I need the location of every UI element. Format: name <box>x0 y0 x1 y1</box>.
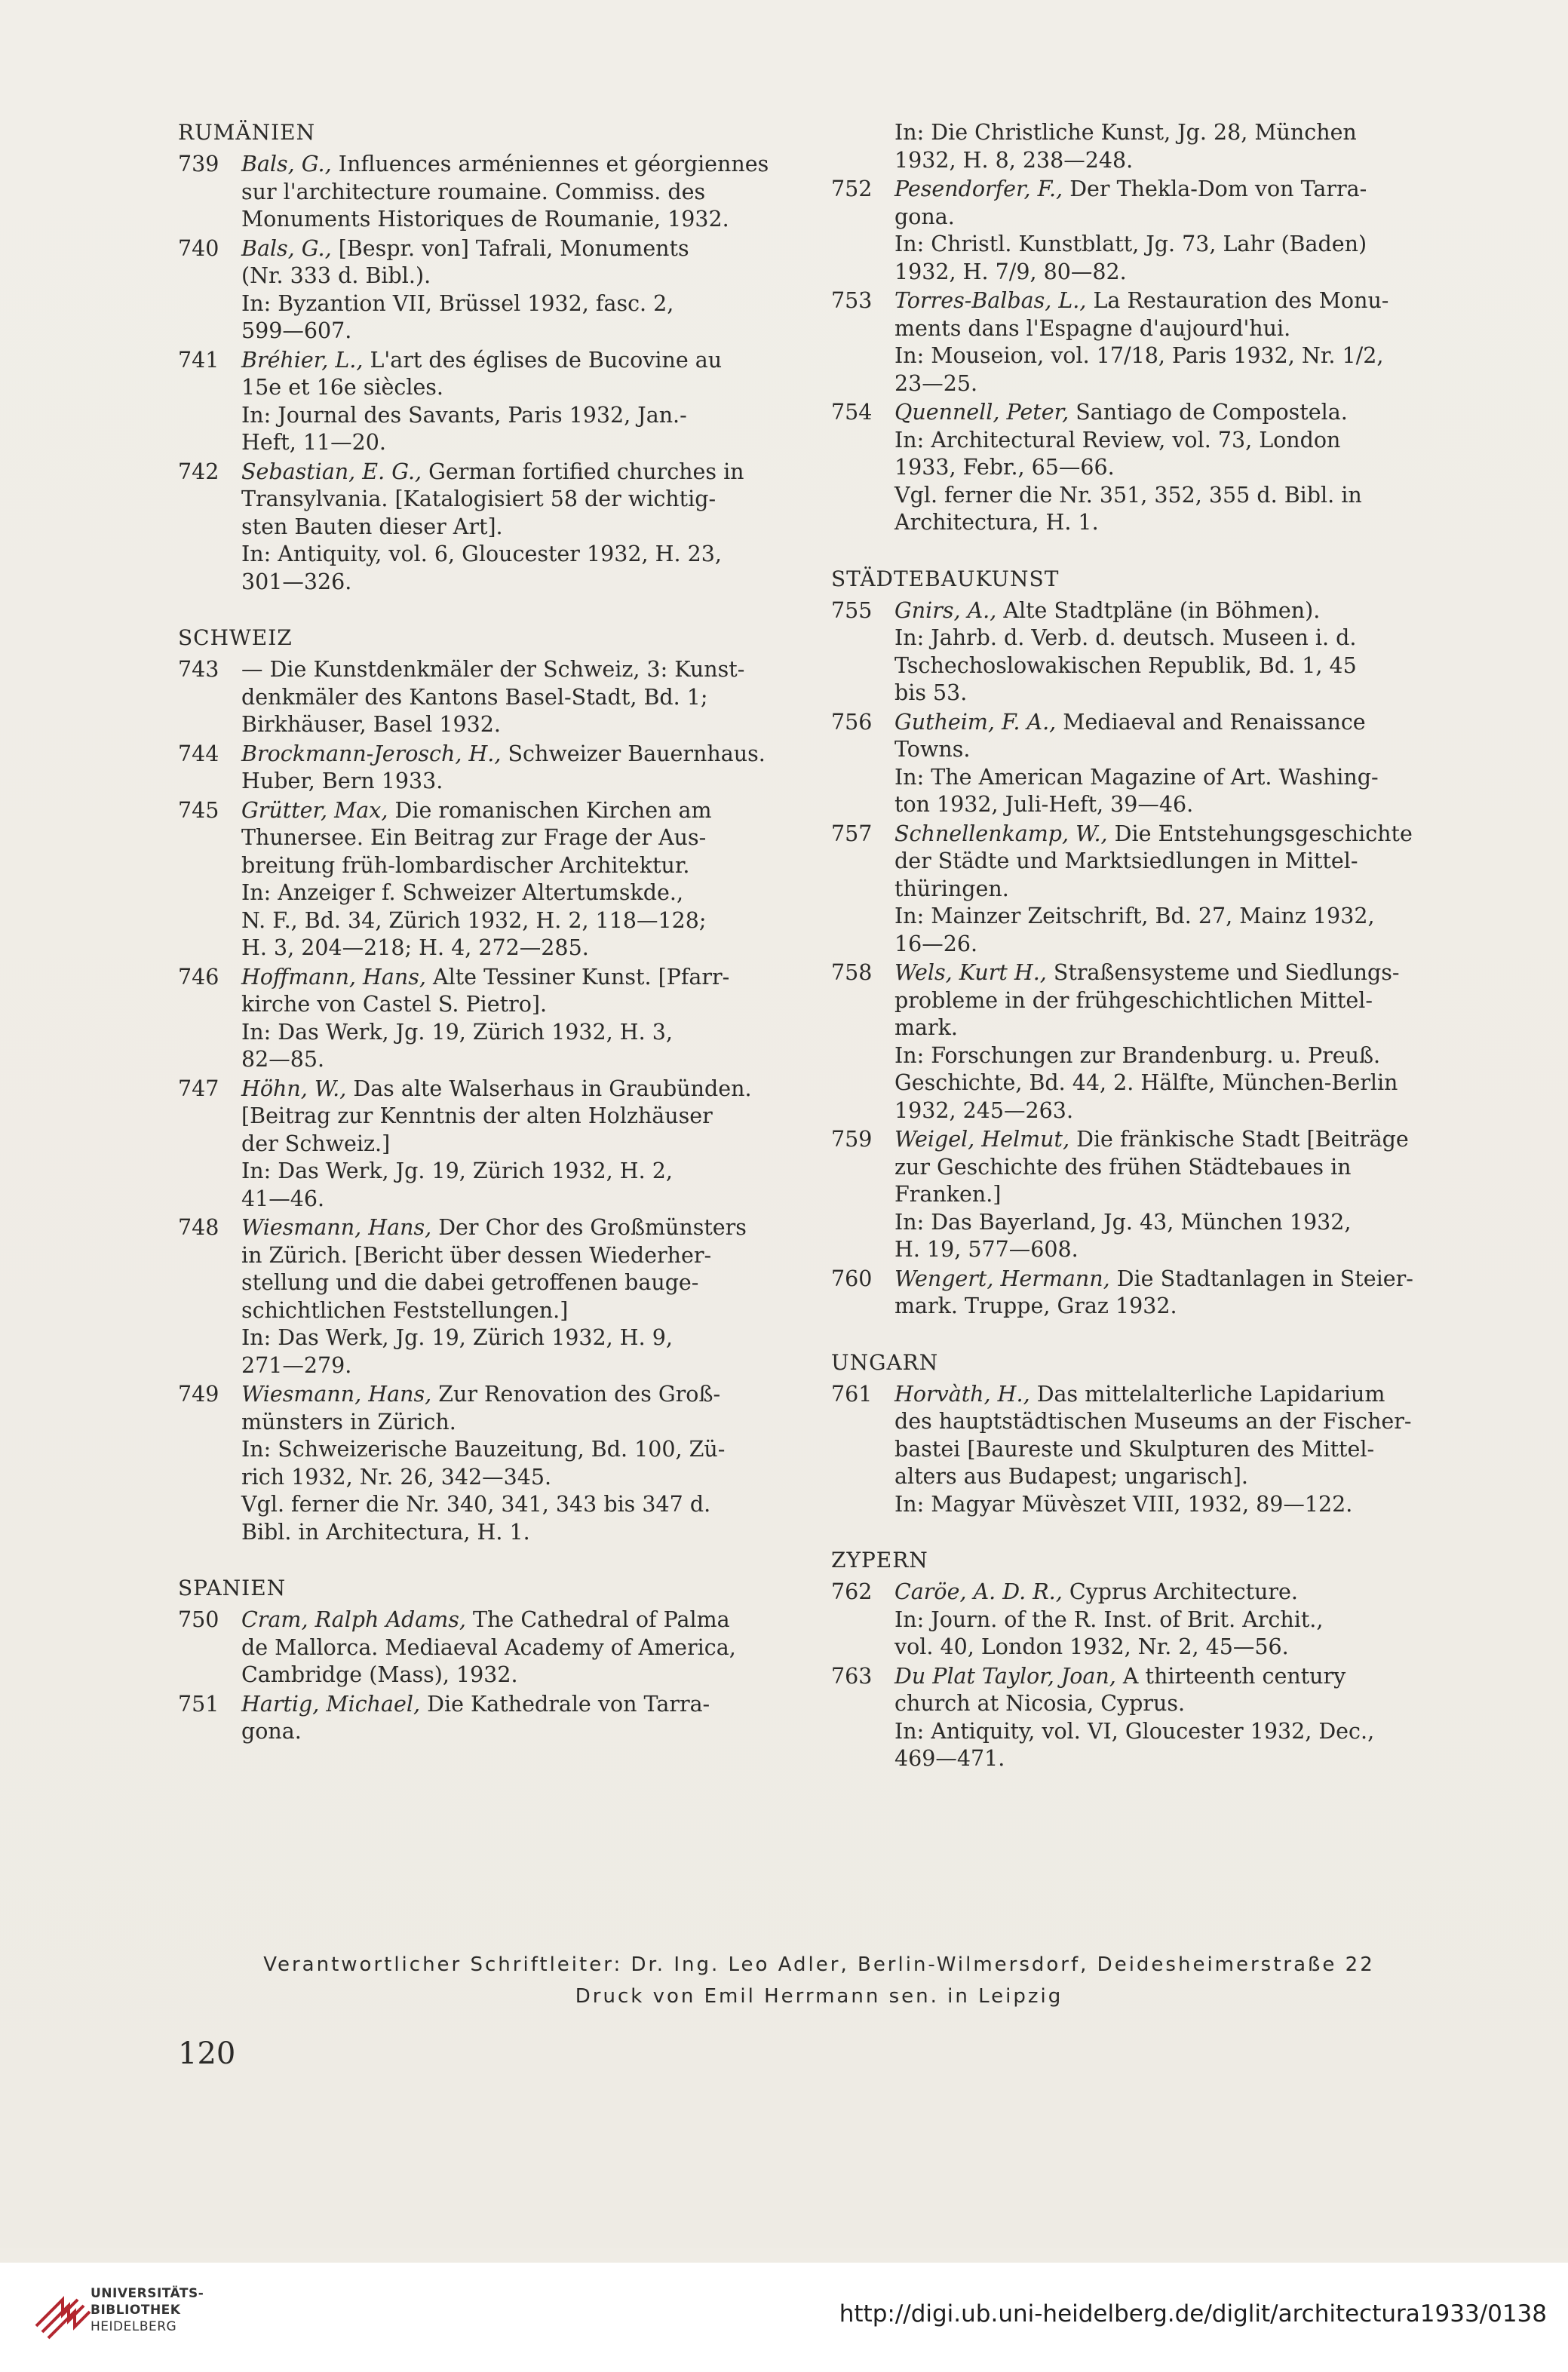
entry-first-line <box>241 964 796 992</box>
bibliography-entry <box>178 151 796 234</box>
entry-text-line: Das mittelalterliche Lapidarium <box>1036 1381 1385 1407</box>
entry-text-line: In: Das Bayerland, Jg. 43, München 1932, <box>894 1209 1352 1235</box>
entry-text-line: L'art des églises de Bucovine au <box>370 347 723 373</box>
entry-text-line: Franken.] <box>894 1182 1002 1207</box>
section-title: RUMÄNIEN <box>178 120 316 145</box>
entry-text-line: denkmäler des Kantons Basel-Stadt, Bd. 1; <box>241 684 708 710</box>
section <box>178 624 796 1546</box>
entry-number: 762 <box>831 1579 873 1604</box>
entry-text-line: 599—607. <box>241 318 352 343</box>
entry-text-line: der Städte und Marktsiedlungen in Mittel- <box>894 848 1358 873</box>
entry-first-line <box>241 1691 796 1719</box>
entry-text-line: Influences arméniennes et géorgiennes <box>338 152 769 176</box>
footer-editor-line: Verantwortlicher Schriftleiter: Dr. Ing. Leo Adler, Berlin-Wilmersdorf, Deidesheimerstraße 22 <box>263 1953 1375 1976</box>
entry-text-line: in Zürich. [Bericht über dessen Wiederher- <box>241 1242 712 1268</box>
entry-title-text: — Die Kunstdenkmäler der Schweiz, 3: Kunst- <box>241 657 745 682</box>
entry-text-line: 469—471. <box>894 1746 1005 1771</box>
entry-first-line <box>894 597 1450 625</box>
entry-text-line: ton 1932, Juli-Heft, 39—46. <box>894 792 1194 817</box>
entry-text-line: In: Mainzer Zeitschrift, Bd. 27, Mainz 1932, <box>894 904 1375 928</box>
entry-text-line: sten Bauten dieser Art]. <box>241 514 503 539</box>
entry-text-line: In: Das Werk, Jg. 19, Zürich 1932, H. 3, <box>241 1019 673 1045</box>
entry-text-line: In: Das Werk, Jg. 19, Zürich 1932, H. 2, <box>241 1158 673 1183</box>
bibliography-entry <box>178 459 796 597</box>
entry-number: 739 <box>178 152 219 176</box>
library-name <box>91 2285 226 2335</box>
entry-text-line: der Schweiz.] <box>241 1131 391 1156</box>
entry-author: Gnirs, A., <box>894 597 997 623</box>
entry-text-line: breitung früh-lombardischer Architektur. <box>241 852 690 878</box>
source-url-link[interactable]: http://digi.ub.uni-heidelberg.de/diglit/architectura1933/0138 <box>839 2300 1547 2328</box>
entry-text-line: Der Chor des Großmünsters <box>438 1215 747 1240</box>
entry-text-line: alters aus Budapest; ungarisch]. <box>894 1464 1248 1489</box>
bibliography-entry <box>831 399 1450 537</box>
entry-number: 740 <box>178 235 219 261</box>
entry-first-line <box>894 1126 1450 1154</box>
entry-text-line: 16—26. <box>894 931 978 956</box>
section <box>831 1349 1450 1519</box>
entry-text-line: 1932, H. 7/9, 80—82. <box>894 259 1127 284</box>
entry-text-line: Birkhäuser, Basel 1932. <box>241 712 501 737</box>
entry-number: 748 <box>178 1215 219 1240</box>
section-title: ZYPERN <box>831 1548 928 1573</box>
bibliography-entry <box>178 1214 796 1379</box>
entry-first-line <box>241 1076 796 1103</box>
entry-author: Brockmann-Jerosch, H., <box>241 741 502 766</box>
entry-text-line: The Cathedral of Palma <box>473 1607 730 1632</box>
entry-text-line: Huber, Bern 1933. <box>241 769 443 793</box>
entry-text-line: Transylvania. [Katalogisiert 58 der wichtig- <box>241 486 716 511</box>
entry-text-line: gona. <box>894 204 955 229</box>
bibliography-entry <box>178 797 796 962</box>
entry-number: 745 <box>178 797 219 823</box>
entry-text-line: H. 19, 577—608. <box>894 1237 1079 1262</box>
entry-first-line <box>241 151 796 179</box>
entry-text-line: German fortified churches in <box>428 459 744 484</box>
bibliography-entry <box>178 741 796 796</box>
entry-author: Du Plat Taylor, Joan, <box>894 1663 1116 1689</box>
section-title: SPANIEN <box>178 1576 287 1600</box>
entry-text-line: In: Forschungen zur Brandenburg. u. Preuß. <box>894 1042 1381 1068</box>
entry-text-line: In: Journ. of the R. Inst. of Brit. Archit., <box>894 1606 1324 1632</box>
entry-number: 744 <box>178 741 219 766</box>
entry-text-line: La Restauration des Monu- <box>1093 288 1389 313</box>
bibliography-entry <box>178 964 796 1074</box>
entry-number: 755 <box>831 597 873 623</box>
entry-first-line <box>894 1381 1450 1409</box>
section <box>831 566 1450 1321</box>
entry-number: 756 <box>831 709 873 735</box>
section <box>831 119 1450 537</box>
page-number: 120 <box>178 2036 236 2071</box>
entry-first-line <box>894 287 1450 315</box>
entry-text-line: gona. <box>241 1719 302 1744</box>
bibliography-entry <box>178 1381 796 1546</box>
library-name-line2: BIBLIOTHEK <box>91 2303 181 2318</box>
entry-first-line <box>894 959 1450 987</box>
entry-number: 746 <box>178 964 219 990</box>
entry-number: 761 <box>831 1381 873 1407</box>
entry-text-line: In: Antiquity, vol. VI, Gloucester 1932, Dec., <box>894 1718 1375 1744</box>
entry-number: 758 <box>831 960 873 985</box>
entry-text-line: Santiago de Compostela. <box>1076 400 1348 425</box>
entry-number: 750 <box>178 1607 219 1632</box>
entry-author: Wiesmann, Hans, <box>241 1215 432 1240</box>
entry-text-line: mark. Truppe, Graz 1932. <box>894 1293 1177 1318</box>
entry-text-line: In: Architectural Review, vol. 73, London <box>894 427 1341 453</box>
entry-text-line: [Beitrag zur Kenntnis der alten Holzhäuser <box>241 1103 713 1128</box>
entry-text-line: Die Entstehungsgeschichte <box>1114 821 1413 846</box>
entry-author: Hoffmann, Hans, <box>241 964 426 990</box>
entry-number: 759 <box>831 1127 873 1152</box>
entry-text-line: Der Thekla-Dom von Tarra- <box>1069 176 1367 201</box>
entry-author: Weigel, Helmut, <box>894 1127 1070 1152</box>
entry-first-line <box>894 1663 1450 1691</box>
bibliography-entry <box>178 1691 796 1746</box>
entry-text-line: Monuments Historiques de Roumanie, 1932. <box>241 207 729 232</box>
bibliography-entry <box>831 709 1450 819</box>
entry-text-line: ments dans l'Espagne d'aujourd'hui. <box>894 315 1291 341</box>
entry-text-line: münsters in Zürich. <box>241 1409 456 1435</box>
entry-number: 760 <box>831 1266 873 1291</box>
entry-text-line: sur l'architecture roumaine. Commiss. des <box>241 179 706 204</box>
entry-first-line <box>241 1381 796 1409</box>
bibliography-entry <box>831 1381 1450 1519</box>
entry-text-line: 301—326. <box>241 569 352 594</box>
section-title: STÄDTEBAUKUNST <box>831 566 1060 591</box>
entry-first-line <box>241 459 796 486</box>
entry-text-line: 1933, Febr., 65—66. <box>894 455 1115 480</box>
entry-text-line: kirche von Castel S. Pietro]. <box>241 992 548 1017</box>
entry-first-line <box>241 797 796 825</box>
entry-text-line: Towns. <box>894 737 971 762</box>
section <box>831 1547 1450 1773</box>
entry-text-line: Heft, 11—20. <box>241 430 386 455</box>
entry-text-line: 82—85. <box>241 1047 325 1072</box>
entry-author: Wels, Kurt H., <box>894 960 1047 985</box>
bibliography-entry <box>831 1663 1450 1773</box>
entry-text-line: des hauptstädtischen Museums an der Fischer- <box>894 1409 1412 1434</box>
entry-text-line: Alte Stadtpläne (in Böhmen). <box>1003 597 1321 623</box>
entry-text-line: [Bespr. von] Tafrali, Monuments <box>338 235 689 261</box>
entry-text-line: mark. <box>894 1015 958 1040</box>
entry-first-line <box>241 347 796 375</box>
entry-text-line: In: Magyar Müvèszet VIII, 1932, 89—122. <box>894 1491 1353 1517</box>
entry-text-line: In: Schweizerische Bauzeitung, Bd. 100, Zü- <box>241 1437 726 1462</box>
bibliography-entry <box>178 1606 796 1689</box>
entry-number: 763 <box>831 1663 873 1689</box>
bibliography-entry <box>178 656 796 739</box>
entry-first-line <box>241 1214 796 1242</box>
entry-text-line: In: Mouseion, vol. 17/18, Paris 1932, Nr. 1/2, <box>894 343 1384 368</box>
entry-text-line: Cambridge (Mass), 1932. <box>241 1662 518 1687</box>
entry-text-line: church at Nicosia, Cyprus. <box>894 1691 1186 1716</box>
entry-text-line: In: Christl. Kunstblatt, Jg. 73, Lahr (Baden) <box>894 232 1367 256</box>
bibliography-entry <box>178 235 796 345</box>
entry-author: Bréhier, L., <box>241 347 364 373</box>
entry-number: 747 <box>178 1076 219 1101</box>
entry-text-line: 41—46. <box>241 1186 325 1211</box>
bibliography-entry <box>831 119 1450 174</box>
entry-text-line: probleme in der frühgeschichtlichen Mittel- <box>894 987 1373 1013</box>
section-title: UNGARN <box>831 1349 939 1375</box>
entry-first-line <box>894 119 1450 147</box>
entry-text-line: N. F., Bd. 34, Zürich 1932, H. 2, 118—128; <box>241 907 707 933</box>
entry-text-line: de Mallorca. Mediaeval Academy of America, <box>241 1634 736 1660</box>
entry-text-line: rich 1932, Nr. 26, 342—345. <box>241 1464 552 1490</box>
section <box>178 1575 796 1746</box>
entry-text-line: In: Anzeiger f. Schweizer Altertumskde., <box>241 880 684 905</box>
entry-text-line: In: Das Werk, Jg. 19, Zürich 1932, H. 9, <box>241 1325 673 1350</box>
entry-number: 754 <box>831 400 873 425</box>
entry-text-line: In: Byzantion VII, Brüssel 1932, fasc. 2, <box>241 290 674 316</box>
section-title: SCHWEIZ <box>178 625 293 650</box>
entry-text-line: 23—25. <box>894 370 978 396</box>
entry-text-line: 1932, 245—263. <box>894 1097 1074 1123</box>
entry-text-line: 1932, H. 8, 238—248. <box>894 147 1134 173</box>
entry-number: 753 <box>831 288 873 313</box>
entry-number: 743 <box>178 657 219 682</box>
entry-number: 749 <box>178 1382 219 1407</box>
entry-first-line <box>894 1266 1450 1293</box>
library-name-line1: UNIVERSITÄTS- <box>91 2286 204 2301</box>
entry-text-line: Geschichte, Bd. 44, 2. Hälfte, München-Berlin <box>894 1070 1398 1095</box>
bibliography-entry <box>831 597 1450 707</box>
library-name-line3: HEIDELBERG <box>91 2319 177 2334</box>
entry-text-line: In: Antiquity, vol. 6, Gloucester 1932, H. 23, <box>241 542 722 566</box>
entry-number: 742 <box>178 459 219 484</box>
bibliography-entry <box>831 1126 1450 1264</box>
entry-number: 741 <box>178 347 219 373</box>
entry-author: Bals, G., <box>241 235 332 261</box>
left-column <box>178 119 796 1775</box>
entry-author: Schnellenkamp, W., <box>894 821 1108 846</box>
entry-text-line: schichtlichen Feststellungen.] <box>241 1297 569 1323</box>
entry-text-line: bis 53. <box>894 680 968 705</box>
footer-printer-line: Druck von Emil Herrmann sen. in Leipzig <box>575 1985 1063 2008</box>
entry-first-line <box>894 1579 1450 1606</box>
entry-text-line: Cyprus Architecture. <box>1069 1579 1298 1604</box>
bibliography-entry <box>831 959 1450 1125</box>
entry-author: Quennell, Peter, <box>894 400 1069 425</box>
entry-author: Bals, G., <box>241 152 332 176</box>
entry-text-line: zur Geschichte des frühen Städtebaues in <box>894 1154 1352 1180</box>
section <box>178 119 796 596</box>
entry-text-line: stellung und die dabei getroffenen bauge- <box>241 1270 699 1295</box>
entry-text-line: (Nr. 333 d. Bibl.). <box>241 263 431 288</box>
entry-first-line <box>241 656 796 684</box>
bibliography-entry <box>831 287 1450 397</box>
entry-text-line: Architectura, H. 1. <box>894 510 1099 535</box>
entry-author: Wiesmann, Hans, <box>241 1382 432 1407</box>
entry-text-line: Die Stadtanlagen in Steier- <box>1116 1266 1413 1291</box>
entry-text-line: Vgl. ferner die Nr. 340, 341, 343 bis 347 d. <box>241 1492 711 1517</box>
entry-text-line: Bibl. in Architectura, H. 1. <box>241 1519 530 1545</box>
entry-text-line: Straßensysteme und Siedlungs- <box>1053 960 1400 985</box>
entry-text-line: Zur Renovation des Groß- <box>438 1382 721 1407</box>
entry-author: Cram, Ralph Adams, <box>241 1607 466 1632</box>
entry-text-line: thüringen. <box>894 876 1009 901</box>
entry-first-line <box>241 741 796 769</box>
entry-first-line <box>894 399 1450 427</box>
entry-author: Pesendorfer, F., <box>894 176 1063 201</box>
entry-author: Höhn, W., <box>241 1076 347 1101</box>
entry-text-line: Alte Tessiner Kunst. [Pfarr- <box>433 964 730 990</box>
bibliography-entry <box>178 347 796 457</box>
entry-text-line: vol. 40, London 1932, Nr. 2, 45—56. <box>894 1634 1289 1659</box>
entry-author: Hartig, Michael, <box>241 1691 421 1717</box>
entry-first-line <box>241 1606 796 1634</box>
entry-author: Wengert, Hermann, <box>894 1266 1110 1291</box>
entry-author: Grütter, Max, <box>241 797 388 823</box>
entry-author: Gutheim, F. A., <box>894 709 1057 735</box>
entry-number: 757 <box>831 821 873 846</box>
library-logo-icon <box>27 2279 95 2347</box>
entry-text-line: H. 3, 204—218; H. 4, 272—285. <box>241 935 589 960</box>
entry-first-line <box>894 709 1450 737</box>
entry-number: 751 <box>178 1691 219 1717</box>
entry-text-line: In: Jahrb. d. Verb. d. deutsch. Museen i. d. <box>894 625 1357 650</box>
entry-text-line: Die fränkische Stadt [Beiträge <box>1076 1127 1409 1152</box>
entry-text-line: Die romanischen Kirchen am <box>394 797 712 823</box>
entry-author: Sebastian, E. G., <box>241 459 422 484</box>
entry-text-line: Tschechoslowakischen Republik, Bd. 1, 45 <box>894 652 1357 678</box>
entry-text-line: Die Kathedrale von Tarra- <box>427 1691 710 1717</box>
entry-text-line: bastei [Baureste und Skulpturen des Mittel- <box>894 1436 1375 1462</box>
entry-text-line: Vgl. ferner die Nr. 351, 352, 355 d. Bibl. in <box>894 482 1362 508</box>
entry-text-line: In: Die Christliche Kunst, Jg. 28, München <box>894 120 1357 145</box>
entry-text-line: In: The American Magazine of Art. Washing- <box>894 764 1379 790</box>
entry-text-line: 271—279. <box>241 1352 352 1378</box>
entry-text-line: A thirteenth century <box>1122 1663 1346 1689</box>
bibliography-entry <box>831 176 1450 286</box>
bibliography-entry <box>178 1076 796 1214</box>
bibliography-entry <box>831 1579 1450 1662</box>
entry-first-line <box>894 176 1450 204</box>
entry-author: Caröe, A. D. R., <box>894 1579 1063 1604</box>
entry-first-line <box>241 235 796 263</box>
entry-author: Torres-Balbas, L., <box>894 288 1087 313</box>
entry-number: 752 <box>831 176 873 201</box>
entry-first-line <box>894 821 1450 848</box>
entry-text-line: Mediaeval and Renaissance <box>1063 709 1366 735</box>
entry-text-line: In: Journal des Savants, Paris 1932, Jan.- <box>241 402 687 428</box>
bibliography-entry <box>831 1266 1450 1321</box>
bibliography-entry <box>831 821 1450 959</box>
entry-text-line: 15e et 16e siècles. <box>241 375 443 400</box>
entry-text-line: Thunersee. Ein Beitrag zur Frage der Aus- <box>241 825 707 850</box>
entry-text-line: Schweizer Bauernhaus. <box>508 741 766 766</box>
entry-author: Horvàth, H., <box>894 1381 1030 1407</box>
entry-text-line: Das alte Walserhaus in Graubünden. <box>353 1076 752 1101</box>
right-column <box>831 119 1450 1802</box>
